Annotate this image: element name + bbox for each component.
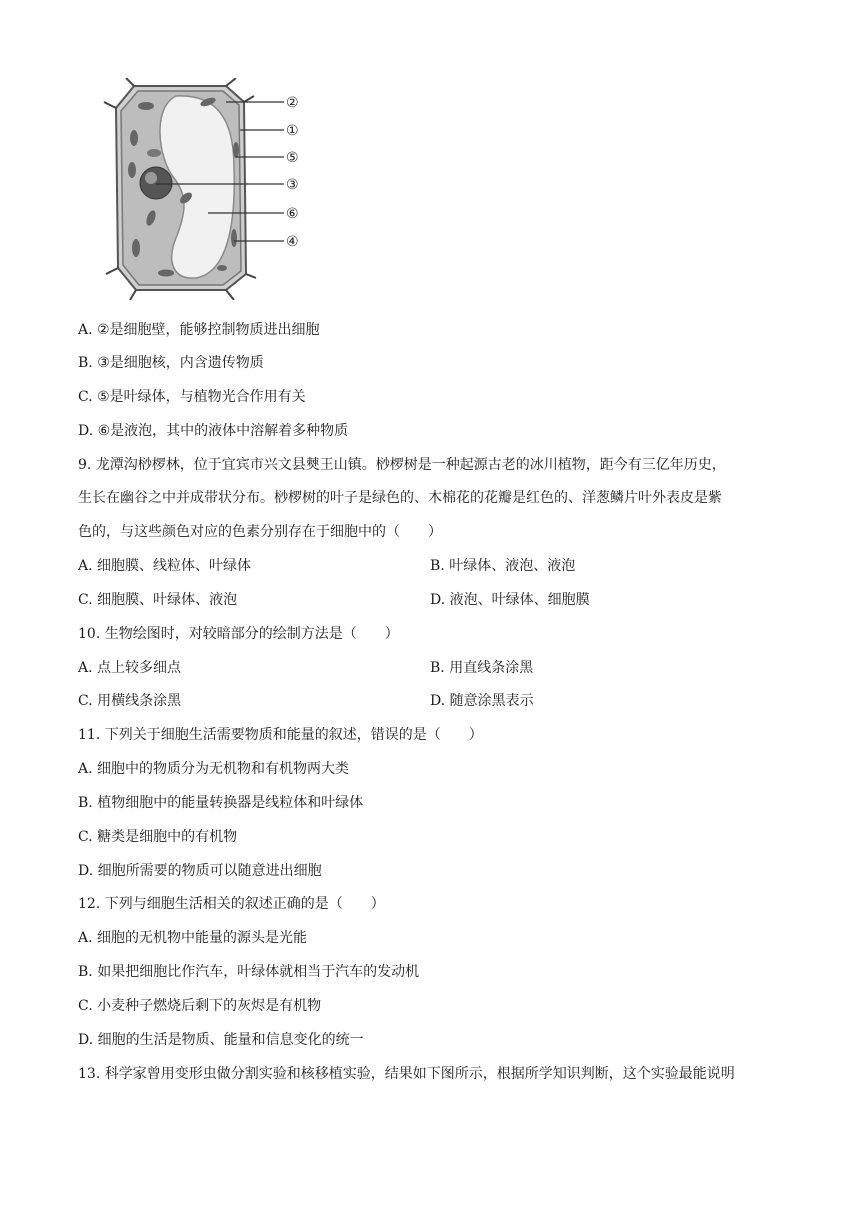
q9-stem-line-2: 生长在幽谷之中并成带状分布。桫椤树的叶子是绿色的、木棉花的花瓣是红色的、洋葱鳞片叶外表皮是紫	[78, 490, 722, 506]
q8-option-d: D. ⑥是液泡，其中的液体中溶解着多种物质	[78, 423, 349, 439]
q9-option-b: B. 叶绿体、液泡、液泡	[430, 558, 576, 574]
q10-option-a: A. 点上较多细点	[78, 660, 182, 676]
q10-option-b: B. 用直线条涂黑	[430, 660, 534, 676]
q9-option-d: D. 液泡、叶绿体、细胞膜	[430, 592, 590, 608]
q12-stem: 12. 下列与细胞生活相关的叙述正确的是（ ）	[78, 896, 385, 912]
figure-label-3: ③	[286, 177, 299, 193]
q11-option-c: C. 糖类是细胞中的有机物	[78, 829, 238, 845]
q8-option-c: C. ⑤是叶绿体，与植物光合作用有关	[78, 389, 306, 405]
figure-label-2: ②	[286, 95, 299, 111]
q9-stem-line-3: 色的，与这些颜色对应的色素分别存在于细胞中的（ ）	[78, 524, 442, 540]
q8-option-b: B. ③是细胞核，内含遗传物质	[78, 355, 264, 371]
figure-label-5: ⑤	[286, 150, 299, 166]
q8-option-a: A. ②是细胞壁，能够控制物质进出细胞	[78, 322, 320, 338]
q9-option-c: C. 细胞膜、叶绿体、液泡	[78, 592, 238, 608]
q9-option-a: A. 细胞膜、线粒体、叶绿体	[78, 558, 252, 574]
q10-stem: 10. 生物绘图时，对较暗部分的绘制方法是（ ）	[78, 626, 399, 642]
nucleus	[140, 167, 172, 199]
figure-label-1: ①	[286, 123, 299, 139]
figure-label-4: ④	[286, 234, 299, 250]
q10-option-c: C. 用横线条涂黑	[78, 693, 182, 709]
plant-cell-diagram	[96, 78, 316, 300]
q12-option-b: B. 如果把细胞比作汽车，叶绿体就相当于汽车的发动机	[78, 964, 420, 980]
q11-option-a: A. 细胞中的物质分为无机物和有机物两大类	[78, 761, 350, 777]
q12-option-a: A. 细胞的无机物中能量的源头是光能	[78, 930, 308, 946]
q9-stem-line-1: 9. 龙潭沟桫椤林，位于宜宾市兴文县僰王山镇。桫椤树是一种起源古老的冰川植物，距今有三亿年历史，	[78, 457, 726, 473]
q11-stem: 11. 下列关于细胞生活需要物质和能量的叙述，错误的是（ ）	[78, 727, 483, 743]
q10-option-d: D. 随意涂黑表示	[430, 693, 534, 709]
q11-option-b: B. 植物细胞中的能量转换器是线粒体和叶绿体	[78, 795, 364, 811]
q12-option-c: C. 小麦种子燃烧后剩下的灰烬是有机物	[78, 998, 322, 1014]
q11-option-d: D. 细胞所需要的物质可以随意进出细胞	[78, 863, 322, 879]
figure-label-6: ⑥	[286, 206, 299, 222]
q13-stem: 13. 科学家曾用变形虫做分割实验和核移植实验，结果如下图所示，根据所学知识判断，这个实验最能说明	[78, 1066, 735, 1082]
q12-option-d: D. 细胞的生活是物质、能量和信息变化的统一	[78, 1032, 364, 1048]
